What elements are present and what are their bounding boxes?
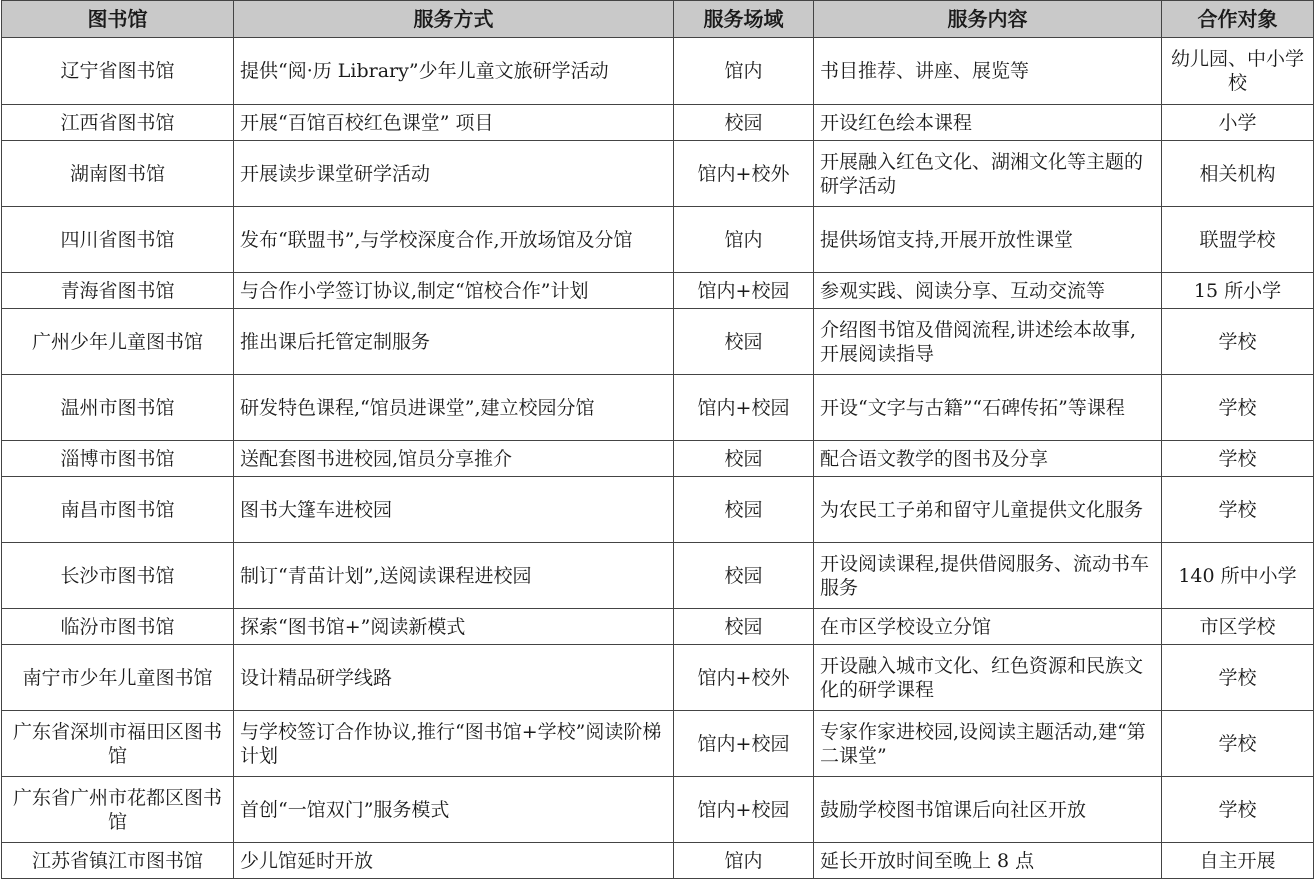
table-row (2, 207, 1314, 273)
cell-library: 四川省图书馆 (2, 207, 234, 273)
table-row (2, 711, 1314, 777)
table-row (2, 645, 1314, 711)
cell-service-content: 开设阅读课程,提供借阅服务、流动书车服务 (814, 543, 1162, 609)
cell-library: 辽宁省图书馆 (2, 38, 234, 105)
cell-service-venue: 馆内+校外 (674, 141, 814, 207)
cell-service-content: 开展融入红色文化、湖湘文化等主题的研学活动 (814, 141, 1162, 207)
cell-partner: 自主开展 (1162, 843, 1314, 879)
table-row (2, 543, 1314, 609)
cell-service-venue: 校园 (674, 441, 814, 477)
cell-partner: 幼儿园、中小学校 (1162, 38, 1314, 105)
table-row (2, 375, 1314, 441)
cell-partner: 学校 (1162, 441, 1314, 477)
cell-service-venue: 校园 (674, 609, 814, 645)
cell-service-content: 为农民工子弟和留守儿童提供文化服务 (814, 477, 1162, 543)
cell-library: 长沙市图书馆 (2, 543, 234, 609)
cell-service-venue: 馆内+校园 (674, 375, 814, 441)
cell-service-venue: 馆内+校外 (674, 645, 814, 711)
cell-service-method: 开展读步课堂研学活动 (234, 141, 674, 207)
cell-library: 临汾市图书馆 (2, 609, 234, 645)
cell-partner: 140 所中小学 (1162, 543, 1314, 609)
cell-service-method: 设计精品研学线路 (234, 645, 674, 711)
cell-service-content: 开设红色绘本课程 (814, 105, 1162, 141)
cell-library: 江苏省镇江市图书馆 (2, 843, 234, 879)
cell-library: 湖南图书馆 (2, 141, 234, 207)
header-library: 图书馆 (2, 1, 234, 38)
cell-partner: 学校 (1162, 477, 1314, 543)
cell-service-method: 制订“青苗计划”,送阅读课程进校园 (234, 543, 674, 609)
cell-service-venue: 校园 (674, 477, 814, 543)
cell-partner: 学校 (1162, 711, 1314, 777)
cell-service-method: 探索“图书馆+”阅读新模式 (234, 609, 674, 645)
cell-library: 广东省深圳市福田区图书馆 (2, 711, 234, 777)
table-row (2, 441, 1314, 477)
table-row (2, 777, 1314, 843)
table-row (2, 609, 1314, 645)
cell-partner: 小学 (1162, 105, 1314, 141)
cell-library: 江西省图书馆 (2, 105, 234, 141)
cell-library: 青海省图书馆 (2, 273, 234, 309)
cell-service-venue: 馆内 (674, 207, 814, 273)
cell-service-method: 推出课后托管定制服务 (234, 309, 674, 375)
header-service-content: 服务内容 (814, 1, 1162, 38)
cell-service-content: 专家作家进校园,设阅读主题活动,建“第二课堂” (814, 711, 1162, 777)
cell-service-venue: 校园 (674, 105, 814, 141)
cell-library: 温州市图书馆 (2, 375, 234, 441)
cell-library: 广州少年儿童图书馆 (2, 309, 234, 375)
cell-service-method: 开展“百馆百校红色课堂” 项目 (234, 105, 674, 141)
cell-service-content: 开设“文字与古籍”“石碑传拓”等课程 (814, 375, 1162, 441)
header-service-venue: 服务场域 (674, 1, 814, 38)
cell-service-method: 与学校签订合作协议,推行“图书馆+学校”阅读阶梯计划 (234, 711, 674, 777)
cell-service-content: 参观实践、阅读分享、互动交流等 (814, 273, 1162, 309)
cell-partner: 15 所小学 (1162, 273, 1314, 309)
cell-service-method: 图书大篷车进校园 (234, 477, 674, 543)
cell-service-method: 送配套图书进校园,馆员分享推介 (234, 441, 674, 477)
cell-partner: 联盟学校 (1162, 207, 1314, 273)
cell-partner: 学校 (1162, 375, 1314, 441)
cell-partner: 市区学校 (1162, 609, 1314, 645)
cell-service-method: 少儿馆延时开放 (234, 843, 674, 879)
header-row (2, 1, 1314, 38)
cell-service-method: 首创“一馆双门”服务模式 (234, 777, 674, 843)
table-row (2, 273, 1314, 309)
table-row (2, 477, 1314, 543)
cell-service-venue: 馆内+校园 (674, 273, 814, 309)
cell-service-venue: 馆内 (674, 38, 814, 105)
cell-partner: 学校 (1162, 777, 1314, 843)
cell-library: 南昌市图书馆 (2, 477, 234, 543)
cell-partner: 相关机构 (1162, 141, 1314, 207)
cell-service-content: 介绍图书馆及借阅流程,讲述绘本故事,开展阅读指导 (814, 309, 1162, 375)
cell-service-method: 发布“联盟书”,与学校深度合作,开放场馆及分馆 (234, 207, 674, 273)
cell-service-venue: 校园 (674, 543, 814, 609)
cell-service-venue: 校园 (674, 309, 814, 375)
cell-service-method: 提供“阅·历 Library”少年儿童文旅研学活动 (234, 38, 674, 105)
cell-library: 淄博市图书馆 (2, 441, 234, 477)
header-partner: 合作对象 (1162, 1, 1314, 38)
cell-service-content: 配合语文教学的图书及分享 (814, 441, 1162, 477)
cell-service-content: 开设融入城市文化、红色资源和民族文化的研学课程 (814, 645, 1162, 711)
cell-service-content: 在市区学校设立分馆 (814, 609, 1162, 645)
cell-service-content: 延长开放时间至晚上 8 点 (814, 843, 1162, 879)
table-row (2, 141, 1314, 207)
cell-service-method: 研发特色课程,“馆员进课堂”,建立校园分馆 (234, 375, 674, 441)
cell-service-method: 与合作小学签订协议,制定“馆校合作”计划 (234, 273, 674, 309)
cell-service-venue: 馆内+校园 (674, 711, 814, 777)
cell-partner: 学校 (1162, 309, 1314, 375)
table-row (2, 38, 1314, 105)
cell-service-venue: 馆内+校园 (674, 777, 814, 843)
cell-library: 南宁市少年儿童图书馆 (2, 645, 234, 711)
table-row (2, 105, 1314, 141)
cell-service-content: 书目推荐、讲座、展览等 (814, 38, 1162, 105)
table-row (2, 309, 1314, 375)
cell-library: 广东省广州市花都区图书馆 (2, 777, 234, 843)
cell-service-content: 提供场馆支持,开展开放性课堂 (814, 207, 1162, 273)
cell-service-venue: 馆内 (674, 843, 814, 879)
cell-service-content: 鼓励学校图书馆课后向社区开放 (814, 777, 1162, 843)
library-service-table (1, 0, 1314, 879)
table-row (2, 843, 1314, 879)
header-service-method: 服务方式 (234, 1, 674, 38)
cell-partner: 学校 (1162, 645, 1314, 711)
